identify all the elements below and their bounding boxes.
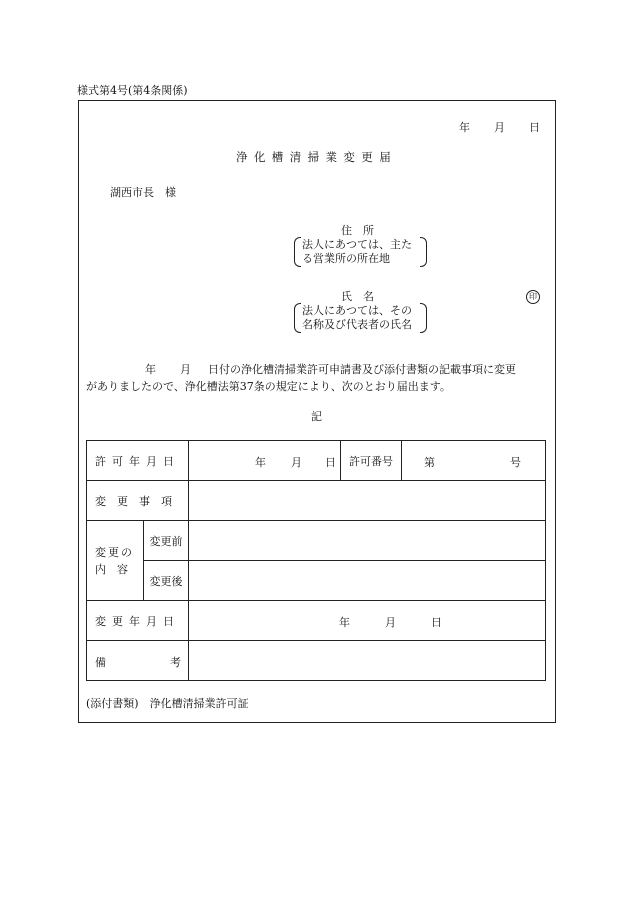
addressee: 湖西市長 様 — [110, 186, 176, 199]
address-note-line1: 法人にあつては、主た — [302, 238, 412, 251]
body-year: 年 — [145, 363, 156, 376]
header-date-day: 日 — [529, 121, 540, 134]
table-row-change-date — [87, 601, 546, 641]
header-date-year: 年 — [459, 121, 470, 134]
before-value[interactable] — [189, 521, 546, 561]
change-date-month: 月 — [385, 615, 396, 629]
name-note-line1: 法人にあつては、その — [302, 304, 412, 317]
body-month: 月 — [180, 363, 191, 376]
change-table — [86, 440, 546, 681]
change-item-value[interactable] — [189, 481, 546, 521]
table-row-remarks — [87, 641, 546, 681]
table-row-before — [87, 521, 546, 561]
header-date-month: 月 — [494, 121, 505, 134]
after-label: 変更後 — [144, 561, 189, 601]
remarks-label-2: 考 — [170, 655, 181, 669]
change-date-day: 日 — [431, 615, 442, 629]
permit-date-day: 日 — [325, 455, 336, 469]
change-content-label — [87, 521, 144, 601]
change-date-year: 年 — [339, 615, 350, 629]
body-line1: 日付の浄化槽清掃業許可申請書及び添付書類の記載事項に変更 — [208, 363, 516, 376]
address-note-line2: る営業所の所在地 — [302, 252, 390, 265]
permit-number-label: 許可番号 — [341, 441, 402, 481]
document-title: 浄化槽清掃業変更届 — [236, 150, 398, 164]
name-note-line2: 名称及び代表者の氏名 — [302, 318, 412, 331]
body-line2: がありましたので、浄化槽法第37条の規定により、次のとおり届出ます。 — [86, 380, 451, 393]
ki-heading: 記 — [311, 410, 322, 423]
form-id: 様式第4号(第4条関係) — [77, 84, 188, 97]
remarks-value[interactable] — [189, 641, 546, 681]
change-date-value — [189, 601, 546, 641]
change-date-label: 変更年月日 — [87, 601, 189, 641]
address-note — [294, 237, 427, 267]
seal-mark: 印 — [526, 290, 540, 304]
table-row-permit-date — [87, 441, 546, 481]
change-item-label: 変更事項 — [87, 481, 189, 521]
name-label: 氏 名 — [341, 290, 374, 303]
before-label: 変更前 — [144, 521, 189, 561]
remarks-label-1: 備 — [95, 655, 106, 669]
remarks-label — [87, 641, 189, 681]
permit-number-value — [402, 441, 546, 481]
after-value[interactable] — [189, 561, 546, 601]
change-content-label-1: 変更の — [95, 545, 134, 559]
permit-number-prefix: 第 — [424, 455, 435, 469]
permit-date-year: 年 — [255, 455, 266, 469]
permit-date-month: 月 — [291, 455, 302, 469]
permit-date-label: 許可年月日 — [87, 441, 189, 481]
attachment-note: (添付書類) 浄化槽清掃業許可証 — [86, 697, 249, 710]
table-row-after — [87, 561, 546, 601]
change-content-label-2: 内 容 — [95, 562, 128, 576]
name-note — [294, 303, 427, 333]
permit-date-value — [189, 441, 341, 481]
permit-number-suffix: 号 — [510, 455, 521, 469]
address-label: 住 所 — [341, 224, 374, 237]
table-row-change-item — [87, 481, 546, 521]
